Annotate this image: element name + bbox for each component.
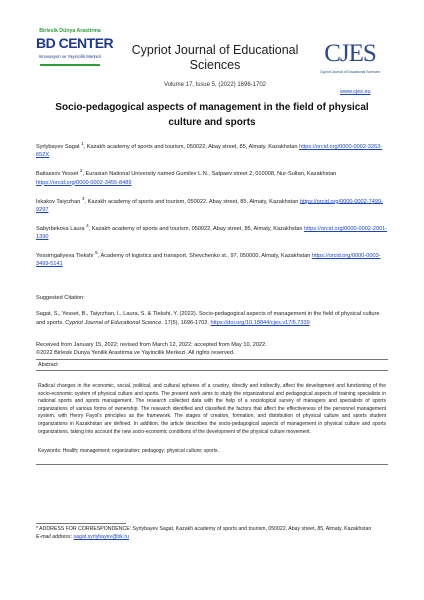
author-sup: 5 [95, 250, 98, 256]
correspondence-email-line [36, 533, 388, 541]
article-dates [36, 341, 388, 357]
author-orcid-link[interactable]: https://orcid.org/0000-0002-3263-652X [36, 143, 383, 159]
author-name: Sabyrbekova Laura [36, 225, 85, 232]
author-affiliation: , Kazakh academy of sports and tourism, 050022, Abay street, 85, Almaty, Kazakhstan [83, 143, 298, 150]
cjes-logo-subtitle: Cypriot Journal of Educational Sciences [320, 70, 380, 74]
author-entry [36, 140, 388, 160]
journal-title: Cypriot Journal of Educational Sciences [131, 43, 299, 72]
correspondence-address: * ADDRESS FOR CORRESPONDENCE: Syrlybayev Sagat, Kazakh academy of sports and tourism, 050022, Abay street, 85, Almaty, Kazakhstan [36, 526, 372, 532]
author-entry [36, 249, 388, 269]
author-name: Yessimgaliyeva Tlekshi [36, 252, 94, 259]
author-sup: 1 [81, 141, 84, 146]
footnote-divider [36, 523, 126, 524]
copyright-notice: ©2022 Birlesik Dunya Yenilik Arastirma ve Yayincilik Merkezi. All rights reserved. [36, 350, 235, 356]
journal-issue-info: Volume 17, Issue 5, (2022) 1696-1702 [163, 82, 267, 88]
author-affiliation: , Eurasian National University named Gumilev L.N., Satpaev street 2, 010008, Nur-Sultan, Kazakhstan [82, 171, 337, 178]
author-affiliation: , Academy of logistics and transport, Shevchenko st., 97, 050000, Almaty, Kazakhstan [97, 252, 311, 259]
author-affiliation: , Kazakh academy of sports and tourism, 050022, Abay street, 85, Almaty, Kazakhstan [84, 198, 299, 205]
bd-logo-line1: Birlesik Dünya Arastirma [39, 28, 101, 34]
bd-logo-line3: Innovasyon ve Yayincilik Merkezi [38, 54, 102, 59]
author-name: Syrlybayev Sagat [36, 143, 80, 150]
abstract-body: Radical changes in the economic, social, political, and cultural spheres of a country, directly and indirectly, affect the development and functioning of the socio-economic system of physical culture and sports. The present work aims to study the organizational and pedagogical aspects of training specialists in national sports and sports management. The research collected data with the help of a sociological survey of managers and specialists of sports organizations of various forms of ownership. The research identified and classified the factors that affect the effectiveness of the personnel management system, with Henry Fayol's principles as the framework. The stages of creation, formation, and distribution of physical culture and sports student organizations in Kazakhstan are defined. In addition, the article describes the socio-pedagogical aspects of management in physical culture and sports organizations, taking into account the new socio-economic conditions of the development of the physical culture movement. [38, 383, 386, 435]
author-orcid-link[interactable]: https://orcid.org/0000-0002-7499-9297 [36, 198, 383, 213]
cjes-logo-letters: CJES [324, 40, 376, 67]
abstract-heading: Abstract [36, 360, 388, 371]
citation-doi-link[interactable]: https://doi.org/10.18844/cjes.v17i5.7339 [210, 319, 310, 326]
article-title: Socio-pedagogical aspects of management in the field of physical culture and sports [55, 102, 369, 128]
abstract-keywords: Keywords: Health; management; organization; pedagogy; physical culture; sports. [38, 448, 219, 455]
citation-volume: 17(5), 1696-1702. [164, 319, 209, 326]
author-sup: 3 [81, 195, 85, 201]
author-entry [36, 222, 388, 242]
cjes-logo [315, 40, 385, 84]
bd-logo-bar [40, 64, 100, 66]
citation-journal: Cypriot Journal of Educational Science. [65, 319, 163, 326]
author-sup: 2 [79, 168, 83, 174]
abstract-section [36, 359, 388, 465]
correspondence-email-link[interactable]: sagat.syrlybayev@bk.ru [73, 534, 129, 540]
citation-body [36, 310, 388, 327]
author-name: Iskakov Taiyrzhan [36, 198, 81, 205]
author-orcid-link[interactable]: https://orcid.org/0000-0002-3455-8489 [36, 179, 132, 186]
received-dates: Received from January 15, 2022; revised from March 12, 2022; accepted from May 10, 2022. [36, 342, 267, 348]
author-orcid-link[interactable]: https://orcid.org/0000-0002-2901-1390 [36, 225, 388, 241]
citation-text: Sagat, S., Yesset, B., Taiyrzhan, I., Laura, S. & Tlekshi, Y. (2022). Socio-pedagogical aspects of management in the field of physical culture and sports. [36, 311, 380, 326]
author-affiliation: , Kazakh academy of sports and tourism, 050022, Abay street, 85, Almaty, Kazakhstan [88, 225, 303, 232]
author-name: Baitassov Yesset [36, 171, 79, 178]
author-entry [36, 167, 388, 187]
author-entry [36, 195, 388, 215]
page-header [0, 0, 424, 100]
citation-heading: Suggested Citation: [36, 295, 85, 301]
correspondence-footnote [36, 525, 388, 541]
journal-url-link[interactable]: www.cjes.eu [340, 89, 371, 95]
author-sup: 4 [86, 222, 89, 228]
bd-logo-line2: BD CENTER [36, 35, 114, 51]
author-list [36, 140, 388, 276]
email-label: E-mail address: [36, 534, 73, 540]
author-orcid-link[interactable]: https://orcid.org/0000-0003-3499-5141 [36, 252, 381, 268]
bd-center-logo [36, 28, 114, 74]
suggested-citation [36, 294, 388, 327]
